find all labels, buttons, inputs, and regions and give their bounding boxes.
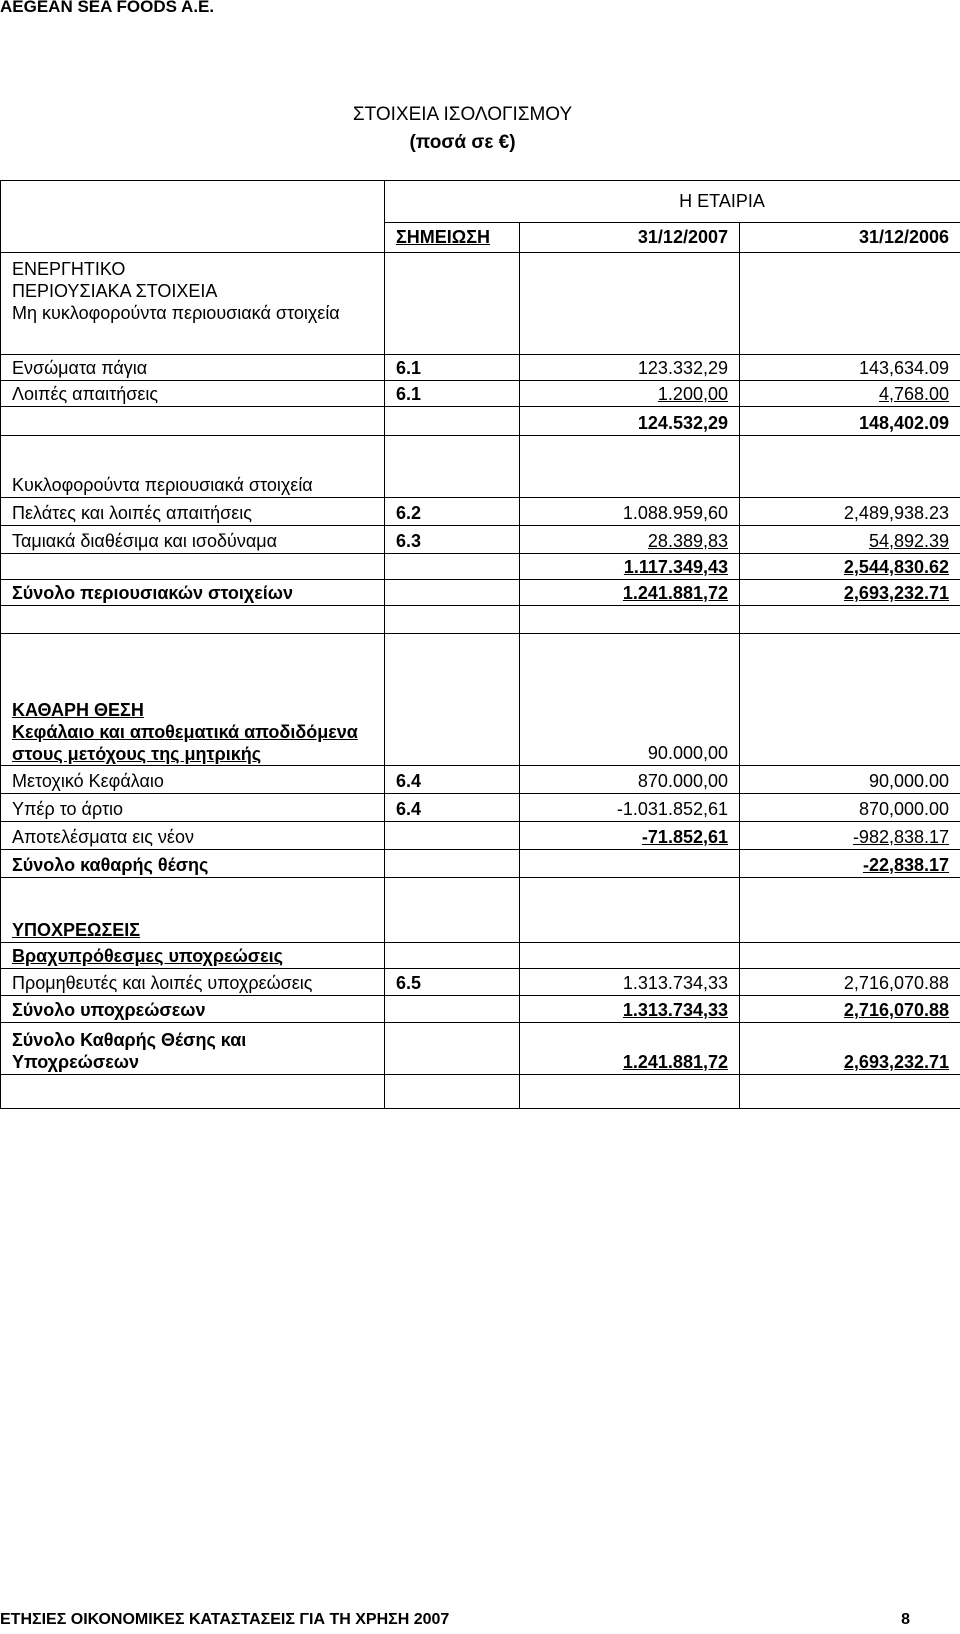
total-assets-label: Σύνολο περιουσιακών στοιχείων [1,580,385,606]
company-name: AEGEAN SEA FOODS A.E. [0,0,215,16]
table-row [1,969,960,996]
value-2006-cell [740,943,960,969]
row-label: Υπέρ το άρτιο [1,794,385,822]
page-number: 8 [901,1611,910,1628]
equity-attributable-heading: Κεφάλαιο και αποθεματικά αποδιδόμενα στους μετόχους της μητρικής [12,722,358,764]
value-2006-cell [740,878,960,943]
balance-sheet-table [0,180,960,1109]
note-cell: 6.3 [385,526,520,554]
table-empty-cell [1,181,385,253]
table-row [1,554,960,580]
subtotal-2007-cell: 1.117.349,43 [520,554,740,580]
total-equity-liabilities-2006: 2,693,232.71 [740,1023,960,1075]
row-label: Ταμιακά διαθέσιμα και ισοδύναμα [1,526,385,554]
value-2007-cell [520,878,740,943]
note-cell [385,996,520,1023]
total-equity-liabilities-2007: 1.241.881,72 [520,1023,740,1075]
table-row [1,996,960,1023]
table-group-header-row [1,181,960,223]
note-cell [385,943,520,969]
table-row [1,526,960,554]
short-term-liabilities-heading: Βραχυπρόθεσμες υποχρεώσεις [1,943,385,969]
note-cell: 6.1 [385,381,520,407]
table-row [1,794,960,822]
liabilities-heading: ΥΠΟΧΡΕΩΣΕΙΣ [12,920,141,940]
assets-heading: ΕΝΕΡΓΗΤΙΚΟ [12,259,126,279]
currency-subtitle: (ποσά σε €) [409,132,516,153]
table-row [1,253,960,355]
value-2006-cell: 143,634.09 [740,355,960,381]
value-2007-cell [520,850,740,878]
table-row [1,634,960,766]
value-2007-cell: 1.200,00 [520,381,740,407]
note-cell [385,822,520,850]
value-2007-cell: 1.313.734,33 [520,969,740,996]
value-2007-cell: 123.332,29 [520,355,740,381]
row-label [1,554,385,580]
note-cell [385,1023,520,1075]
value-2006-cell: -982,838.17 [740,822,960,850]
spacer-row [1,1075,960,1109]
page-footer [0,1611,910,1629]
note-cell: 6.2 [385,498,520,526]
assets-heading-cell [1,253,385,355]
table-row [1,355,960,381]
note-cell: 6.5 [385,969,520,996]
value-2007-cell: 90.000,00 [520,634,740,766]
value-2006-cell: 2,489,938.23 [740,498,960,526]
value-2006-cell: 90,000.00 [740,766,960,794]
row-label: Πελάτες και λοιπές απαιτήσεις [1,498,385,526]
footer-text: ΕΤΗΣΙΕΣ ΟΙΚΟΝΟΜΙΚΕΣ ΚΑΤΑΣΤΑΣΕΙΣ ΓΙΑ ΤΗ ΧΡΗΣΗ 2007 [0,1611,450,1628]
total-equity-liabilities-label: Σύνολο Καθαρής Θέσης και Υποχρεώσεων [1,1023,385,1075]
equity-heading: ΚΑΘΑΡΗ ΘΕΣΗ [12,700,144,720]
note-cell [385,407,520,436]
note-cell [385,878,520,943]
note-cell: 6.4 [385,794,520,822]
subtotal-2006-cell: 2,544,830.62 [740,554,960,580]
total-equity-label: Σύνολο καθαρής θέσης [1,850,385,878]
row-label: Μετοχικό Κεφάλαιο [1,766,385,794]
value-2006-cell: 54,892.39 [740,526,960,554]
column-header-2006: 31/12/2006 [740,223,960,253]
total-assets-2006: 2,693,232.71 [740,580,960,606]
value-2007-cell: -71.852,61 [520,822,740,850]
value-2007-cell: -1.031.852,61 [520,794,740,822]
table-row [1,822,960,850]
table-row [1,850,960,878]
subtotal-2006-cell: 148,402.09 [740,407,960,436]
liabilities-heading-cell [1,878,385,943]
note-cell [385,554,520,580]
table-row [1,943,960,969]
value-2007-cell [520,436,740,498]
note-cell [385,436,520,498]
row-label: Ενσώματα πάγια [1,355,385,381]
table-row [1,498,960,526]
table-row [1,766,960,794]
value-2006-cell: 2,716,070.88 [740,969,960,996]
company-group-header: Η ΕΤΑΙΡΙΑ [385,181,960,223]
non-current-assets-heading: Μη κυκλοφορούντα περιουσιακά στοιχεία [12,303,340,323]
value-2007-cell: 1.088.959,60 [520,498,740,526]
column-header-note: ΣΗΜΕΙΩΣΗ [385,223,520,253]
table-row [1,407,960,436]
value-2007-cell [520,253,740,355]
value-2006-cell [740,253,960,355]
value-2007-cell: 870.000,00 [520,766,740,794]
value-2007-cell [520,943,740,969]
row-label: Προμηθευτές και λοιπές υποχρεώσεις [1,969,385,996]
column-header-2007: 31/12/2007 [520,223,740,253]
row-label [1,407,385,436]
total-assets-2007: 1.241.881,72 [520,580,740,606]
subtotal-2007-cell: 124.532,29 [520,407,740,436]
note-cell [385,580,520,606]
property-assets-heading: ΠΕΡΙΟΥΣΙΑΚΑ ΣΤΟΙΧΕΙΑ [12,281,218,301]
row-label: Αποτελέσματα εις νέον [1,822,385,850]
total-liabilities-2006: 2,716,070.88 [740,996,960,1023]
total-liabilities-2007: 1.313.734,33 [520,996,740,1023]
total-equity-2006: -22,838.17 [740,850,960,878]
table-row [1,580,960,606]
value-2006-cell [740,634,960,766]
table-row [1,436,960,498]
value-2006-cell: 870,000.00 [740,794,960,822]
table-row [1,878,960,943]
page-title: ΣΤΟΙΧΕΙΑ ΙΣΟΛΟΓΙΣΜΟΥ [352,104,573,125]
row-label: Λοιπές απαιτήσεις [1,381,385,407]
value-2007-cell: 28.389,83 [520,526,740,554]
note-cell: 6.4 [385,766,520,794]
spacer-row [1,606,960,634]
note-cell: 6.1 [385,355,520,381]
value-2006-cell: 4,768.00 [740,381,960,407]
equity-heading-cell [1,634,385,766]
value-2006-cell [740,436,960,498]
table-row [1,381,960,407]
note-cell [385,634,520,766]
note-cell [385,253,520,355]
current-assets-heading: Κυκλοφορούντα περιουσιακά στοιχεία [1,436,385,498]
total-liabilities-label: Σύνολο υποχρεώσεων [1,996,385,1023]
table-row [1,1023,960,1075]
note-cell [385,850,520,878]
